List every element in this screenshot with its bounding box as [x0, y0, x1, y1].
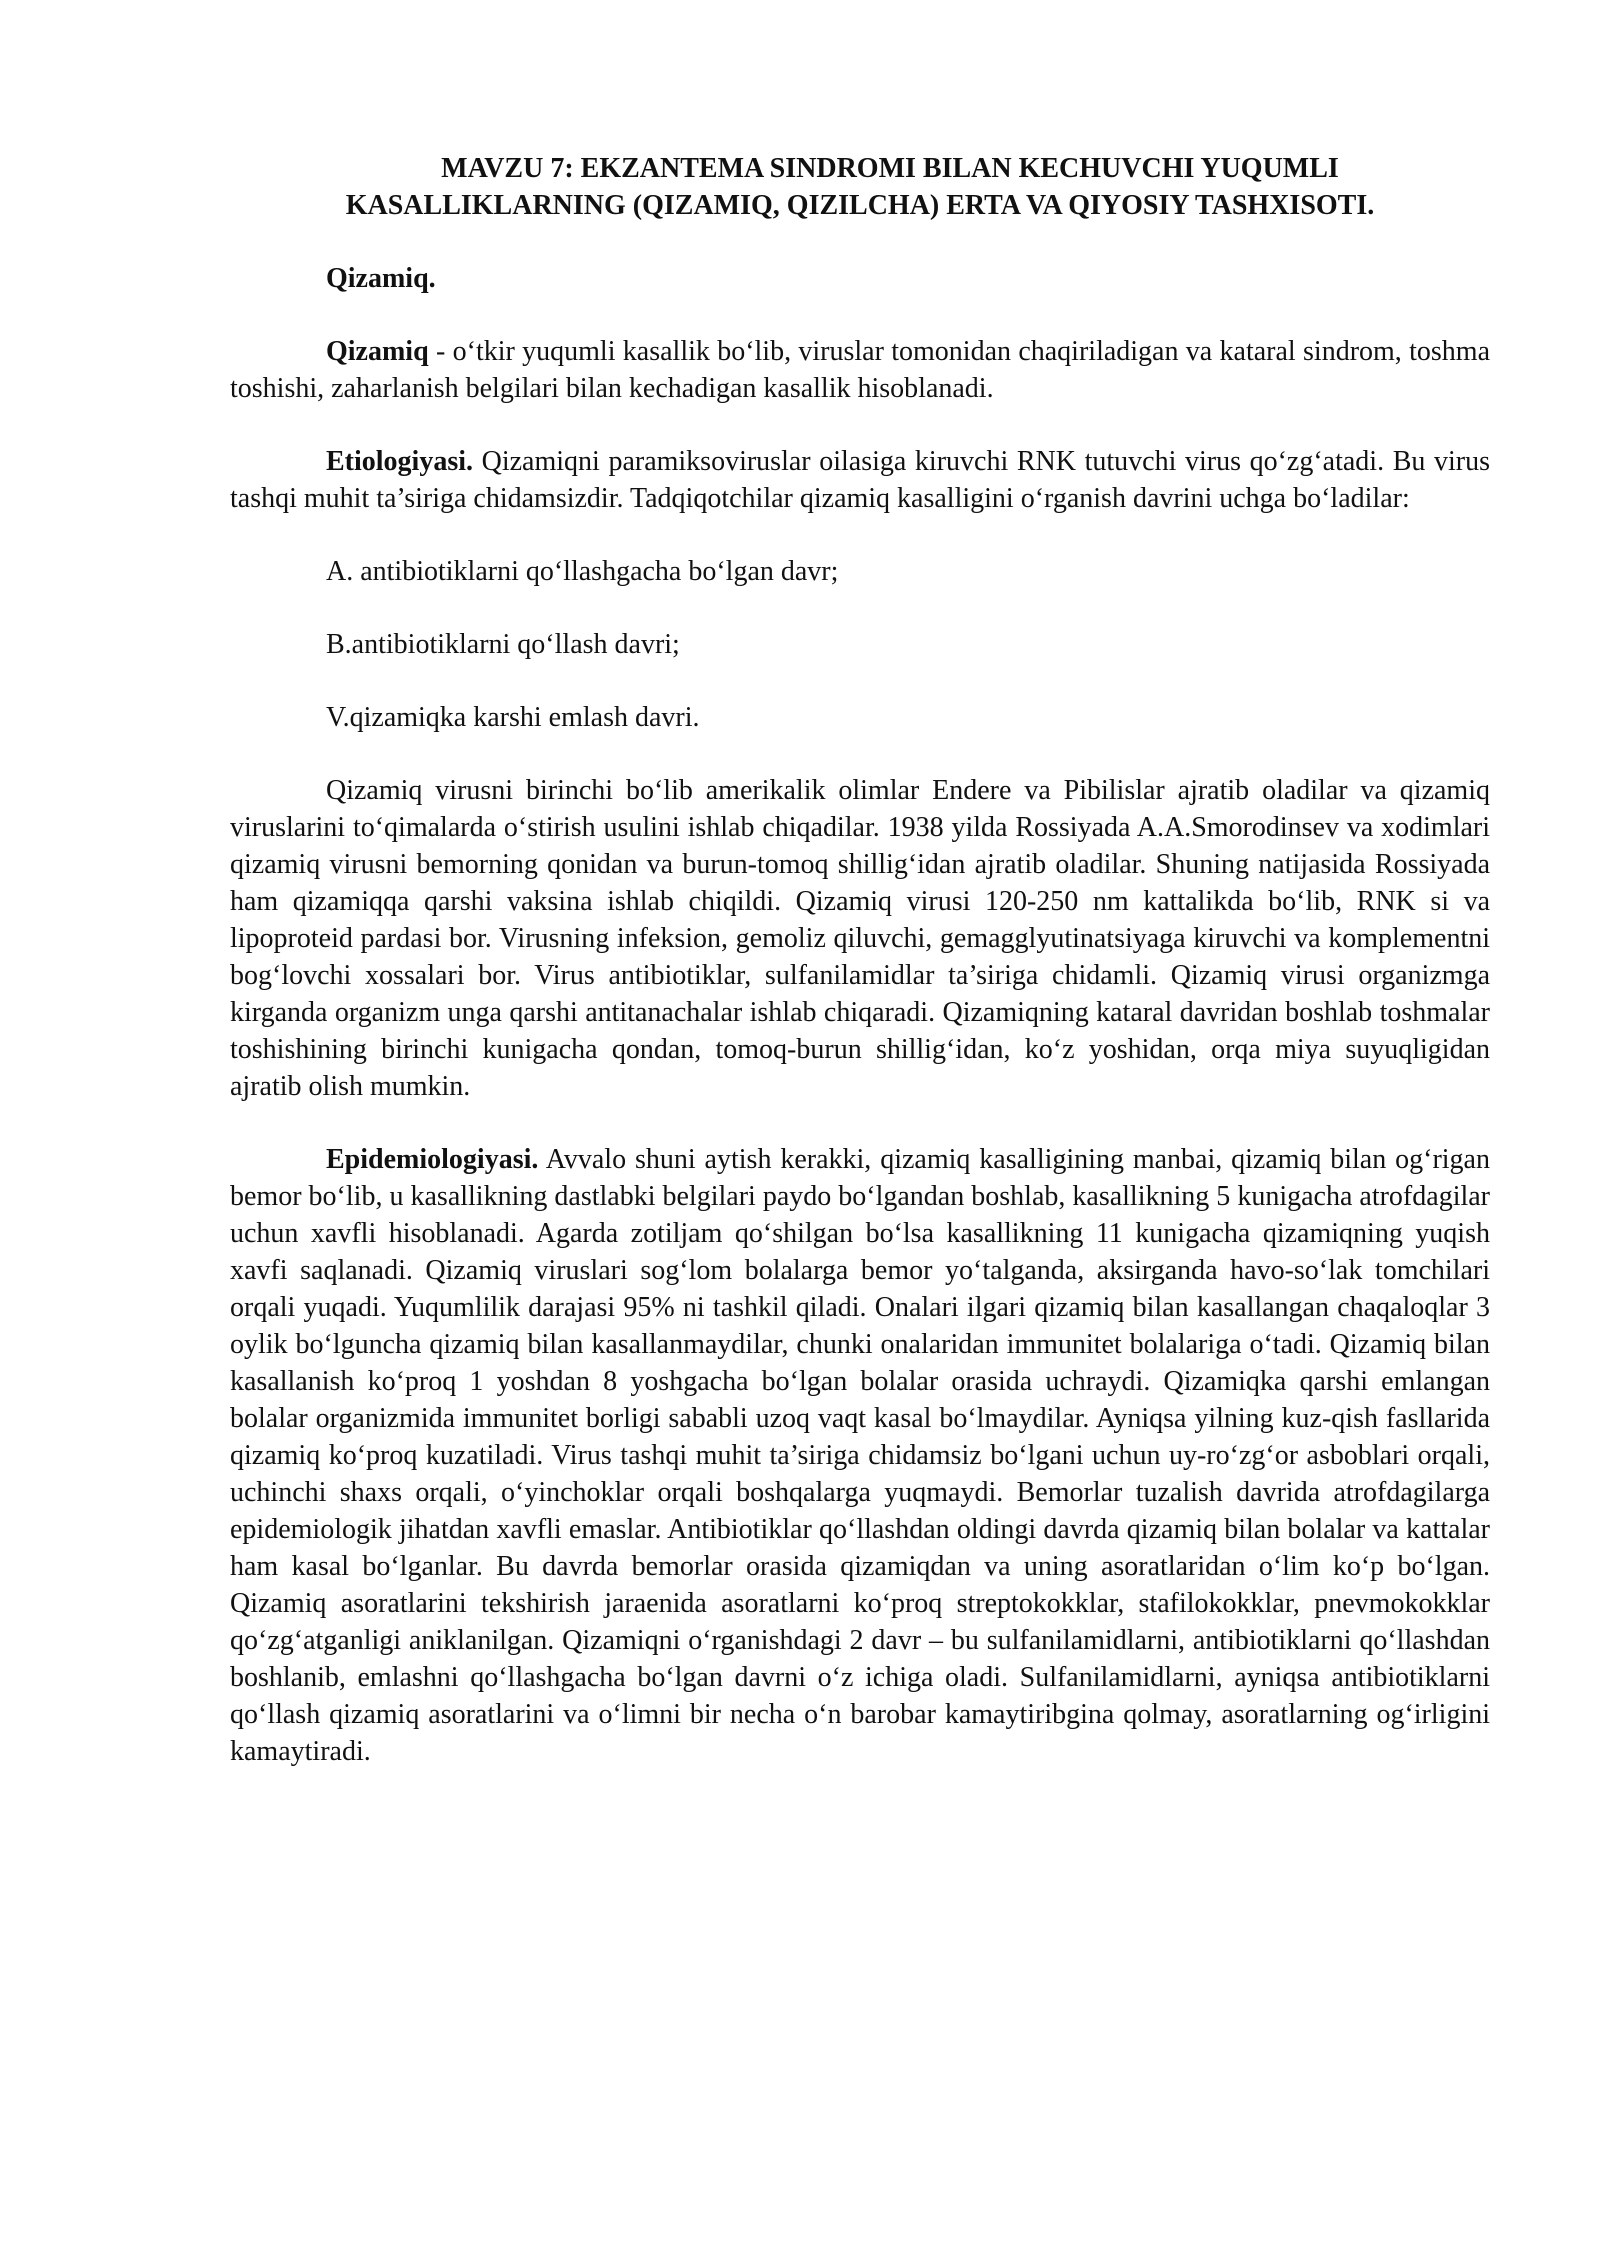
definition-term: Qizamiq: [326, 336, 429, 367]
definition-text: - o‘tkir yuqumli kasallik bo‘lib, viruslar tomonidan chaqiriladigan va kataral sindrom, toshma toshishi, zaharlanish belgilari bilan kechadigan kasallik hisoblanadi.: [230, 336, 1490, 404]
etiology-paragraph: [230, 443, 1490, 517]
etiology-text: Qizamiqni paramiksoviruslar oilasiga kiruvchi RNK tutuvchi virus qo‘zg‘atadi. Bu virus tashqi muhit ta’siriga chidamsizdir. Tadqiqotchilar qizamiq kasalligini o‘rganish davrini uchga bo‘ladilar:: [230, 446, 1490, 514]
epidemiology-text: Avvalo shuni aytish kerakki, qizamiq kasalligining manbai, qizamiq bilan og‘rigan bemor bo‘lib, u kasallikning dastlabki belgilari paydo bo‘lgandan boshlab, kasallikning 5 kunigacha atrofdagilar uchun xavfli hisoblanadi. Agarda zotiljam qo‘shilgan bo‘lsa kasallikning 11 kunigacha qizamiqning yuqish xavfi saqlanadi. Qizamiq viruslari sog‘lom bolalarga bemor yo‘talganda, aksirganda havo-so‘lak tomchilari orqali yuqadi. Yuqumlilik darajasi 95% ni tashkil qiladi. Onalari ilgari qizamiq bilan kasallangan chaqaloqlar 3 oylik bo‘lguncha qizamiq bilan kasallanmaydilar, chunki onalaridan immunitet bolalariga o‘tadi. Qizamiq bilan kasallanish ko‘proq 1 yoshdan 8 yoshgacha bo‘lgan bolalar orasida uchraydi. Qizamiqka qarshi emlangan bolalar organizmida immunitet borligi sababli uzoq vaqt kasal bo‘lmaydilar. Ayniqsa yilning kuz-qish fasllarida qizamiq ko‘proq kuzatiladi. Virus tashqi muhit ta’siriga chidamsiz bo‘lgani uchun uy-ro‘zg‘or asboblari orqali, uchinchi shaxs orqali, o‘yinchoklar orqali boshqalarga yuqmaydi. Bemorlar tuzalish davrida atrofdagilarga epidemiologik jihatdan xavfli emaslar. Antibiotiklar qo‘llashdan oldingi davrda qizamiq bilan bolalar va kattalar ham kasal bo‘lganlar. Bu davrda bemorlar orasida qizamiqdan va uning asoratlaridan o‘lim ko‘p bo‘lgan. Qizamiq asoratlarini tekshirish jaraenida asoratlarni ko‘proq streptokokklar, stafilokokklar, pnevmokokklar qo‘zg‘atganligi aniklanilgan. Qizamiqni o‘rganishdagi 2 davr – bu sulfanilamidlarni, antibiotiklarni qo‘llashdan boshlanib, emlashni qo‘llashgacha bo‘lgan davrni o‘z ichiga oladi. Sulfanilamidlarni, ayniqsa antibiotiklarni qo‘llash qizamiq asoratlarini va o‘limni bir necha o‘n barobar kamaytiribgina qolmay, asoratlarning og‘irligini kamaytiradi.: [230, 1144, 1490, 1767]
list-item: A. antibiotiklarni qo‘llashgacha bo‘lgan davr;: [326, 556, 839, 587]
document-title: [230, 150, 1490, 224]
title-line-2: KASALLIKLARNING (QIZAMIQ, QIZILCHA) ERTA VA QIYOSIY TASHXISOTI.: [345, 190, 1375, 221]
epidemiology-paragraph: [230, 1141, 1490, 1770]
definition-paragraph: [230, 333, 1490, 407]
document-page: [230, 150, 1490, 1770]
etiology-term: Etiologiyasi.: [326, 446, 474, 477]
list-item: B.antibiotiklarni qo‘llash davri;: [326, 629, 680, 660]
virus-paragraph: Qizamiq virusni birinchi bo‘lib amerikalik olimlar Endere va Pibilislar ajratib oladilar va qizamiq viruslarini to‘qimalarda o‘stirish usulini ishlab chiqadilar. 1938 yilda Rossiyada A.A.Smorodinsev va xodimlari qizamiq virusni bemorning qonidan va burun-tomoq shillig‘idan ajratib oladilar. Shuning natijasida Rossiyada ham qizamiqqa qarshi vaksina ishlab chiqildi. Qizamiq virusi 120-250 nm kattalikda bo‘lib, RNK si va lipoproteid pardasi bor. Virusning infeksion, gemoliz qiluvchi, gemagglyutinatsiyaga kiruvchi va komplementni bog‘lovchi xossalari bor. Virus antibiotiklar, sulfanilamidlar ta’siriga chidamli. Qizamiq virusi organizmga kirganda organizm unga qarshi antitanachalar ishlab chiqaradi. Qizamiqning kataral davridan boshlab toshmalar toshishining birinchi kunigacha qondan, tomoq-burun shillig‘idan, ko‘z yoshidan, orqa miya suyuqligidan ajratib olish mumkin.: [230, 775, 1490, 1102]
epidemiology-term: Epidemiologiyasi.: [326, 1144, 539, 1175]
list-item: V.qizamiqka karshi emlash davri.: [326, 702, 700, 733]
section-heading: Qizamiq.: [326, 263, 436, 294]
title-line-1: MAVZU 7: EKZANTEMA SINDROMI BILAN KECHUVCHI YUQUMLI: [441, 153, 1339, 184]
